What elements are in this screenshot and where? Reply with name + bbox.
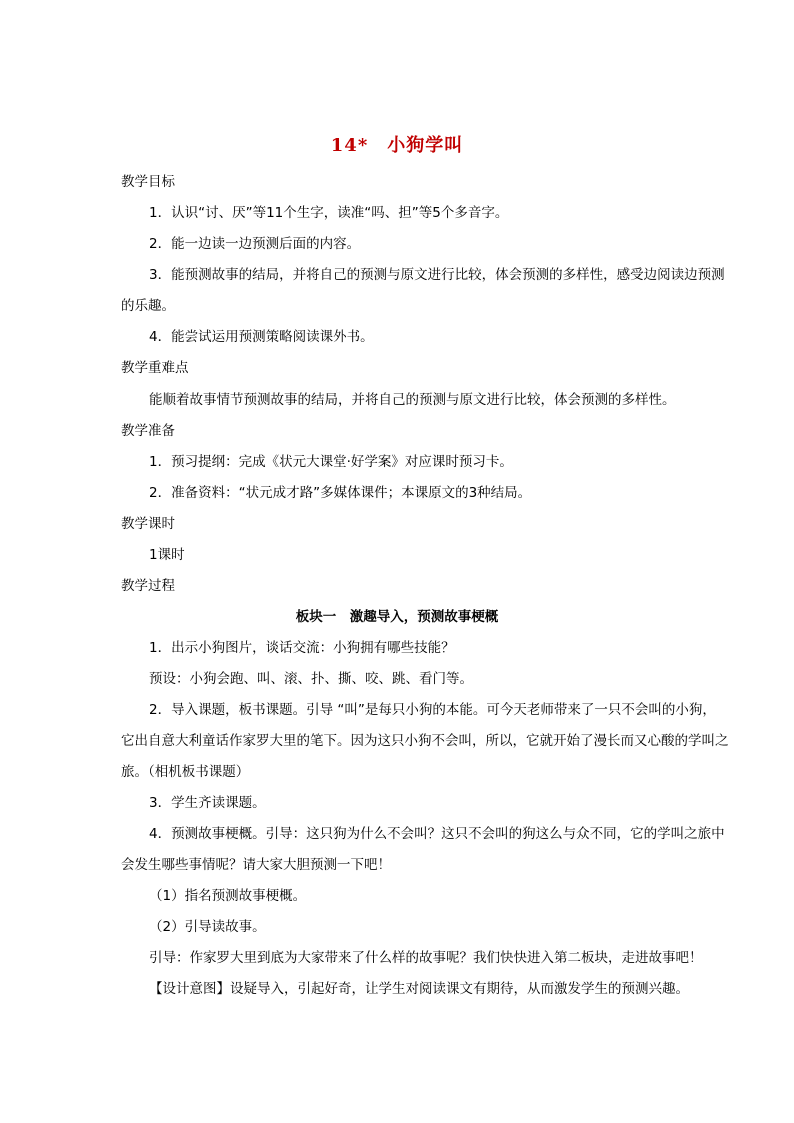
design-intent: 【设计意图】设疑导入，引起好奇，让学生对阅读课文有期待，从而激发学生的预测兴趣。 [149,981,689,997]
goal-item-3-cont: 的乐趣。 [121,298,175,314]
section-heading-preparation: 教学准备 [121,423,175,439]
page-title: 14* 小狗学叫 [330,135,464,156]
process-line-3-cont2: 旅。（相机板书课题） [121,764,250,780]
section-heading-process: 教学过程 [121,578,175,594]
process-line-5: 4．预测故事梗概。引导：这只狗为什么不会叫？这只不会叫的狗这么与众不同，它的学叫之旅中 [149,826,725,842]
preparation-item-2: 2．准备资料：“状元成才路”多媒体课件；本课原文的3种结局。 [149,485,532,501]
process-line-5-cont: 会发生哪些事情呢？请大家大胆预测一下吧！ [121,857,391,873]
process-line-2: 预设：小狗会跑、叫、滚、扑、撕、咬、跳、看门等。 [149,671,473,687]
block-title: 板块一 激趣导入，预测故事梗概 [295,609,499,625]
section-heading-goals: 教学目标 [121,174,175,190]
goal-item-1: 1．认识“讨、厌”等11个生字，读准“吗、担”等5个多音字。 [149,205,509,221]
process-line-3: 2．导入课题，板书课题。引导 “叫”是每只小狗的本能。可今天老师带来了一只不会叫的小狗， [149,702,716,718]
process-line-3-cont: 它出自意大利童话作家罗大里的笔下。因为这只小狗不会叫，所以，它就开始了漫长而又心酸的学叫之 [121,733,729,749]
goal-item-3: 3．能预测故事的结局，并将自己的预测与原文进行比较，体会预测的多样性，感受边阅读边预测 [149,267,725,283]
process-line-4: 3．学生齐读课题。 [149,795,266,811]
process-line-8: 引导：作家罗大里到底为大家带来了什么样的故事呢？我们快快进入第二板块，走进故事吧！ [149,950,703,966]
process-line-1: 1．出示小狗图片，谈话交流：小狗拥有哪些技能？ [149,640,455,656]
process-line-6: （1）指名预测故事梗概。 [149,888,307,904]
section-heading-hours: 教学课时 [121,516,175,532]
preparation-item-1: 1．预习提纲：完成《状元大课堂·好学案》对应课时预习卡。 [149,454,513,470]
section-heading-difficulty: 教学重难点 [121,360,189,376]
hours-text: 1课时 [149,547,185,563]
process-line-7: （2）引导读故事。 [149,919,266,935]
goal-item-4: 4．能尝试运用预测策略阅读课外书。 [149,329,374,345]
goal-item-2: 2．能一边读一边预测后面的内容。 [149,236,361,252]
difficulty-text: 能顺着故事情节预测故事的结局，并将自己的预测与原文进行比较，体会预测的多样性。 [149,392,676,408]
